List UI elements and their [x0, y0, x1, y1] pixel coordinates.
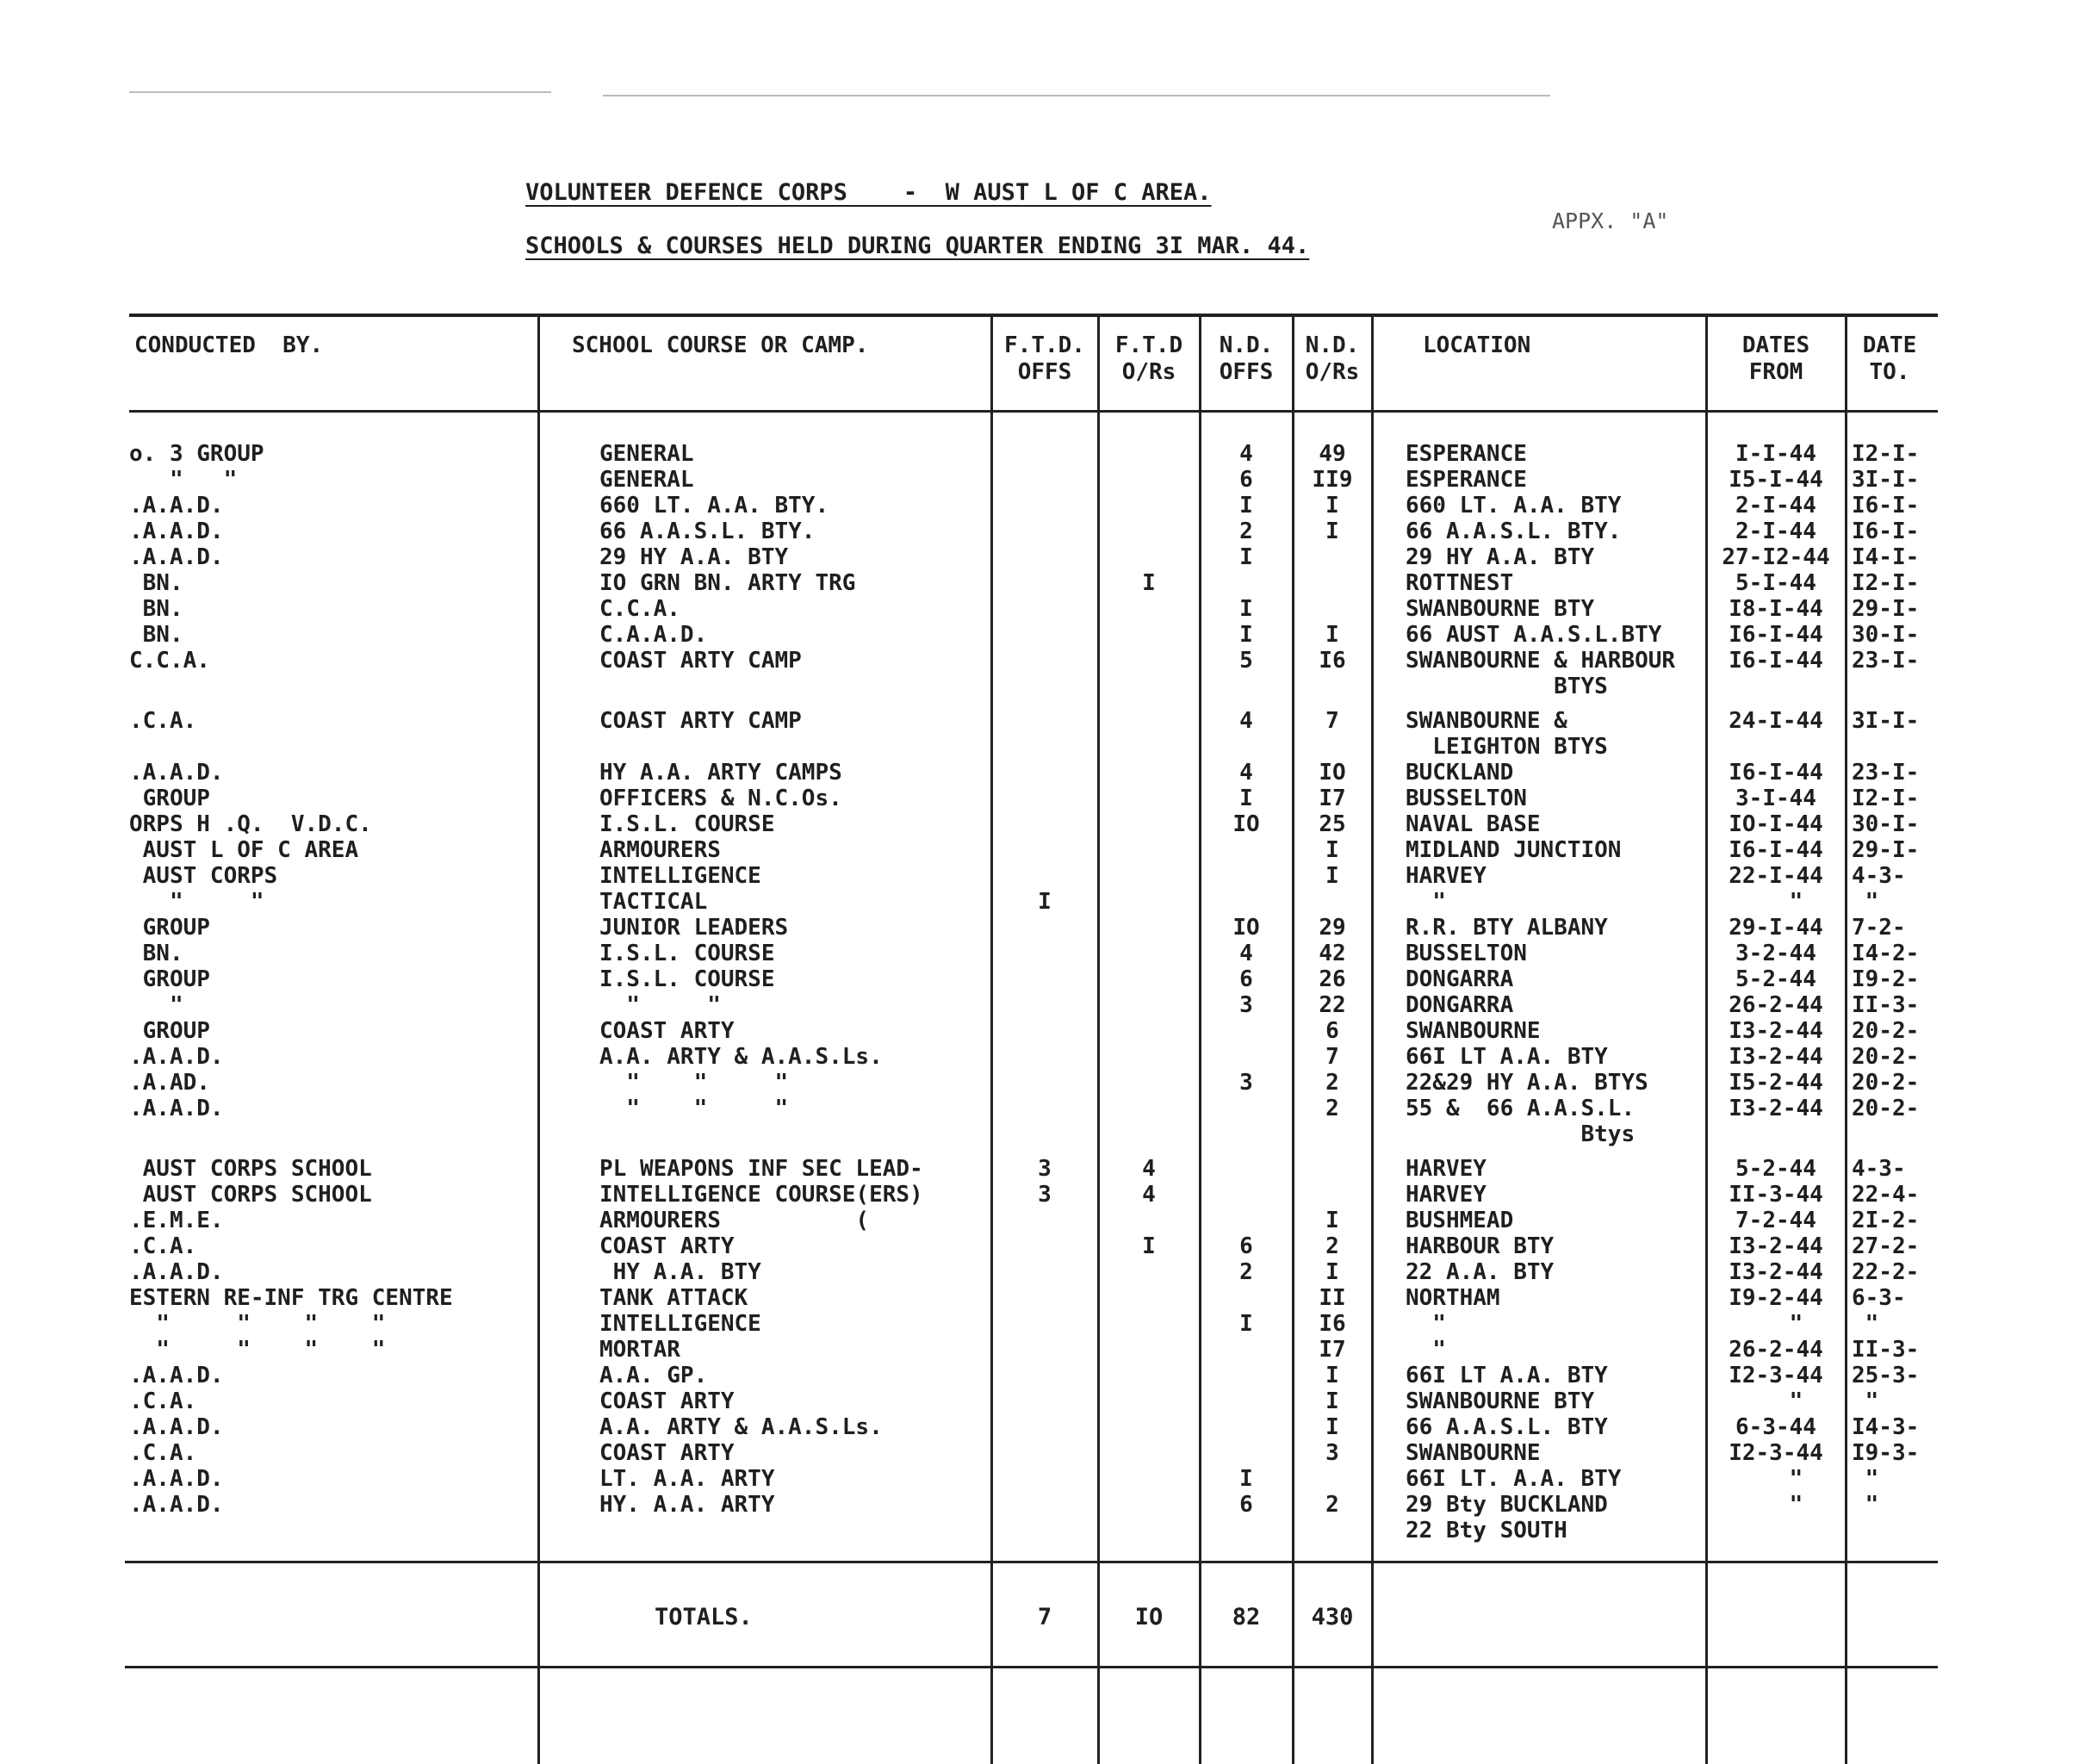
row-nd-offs: I [1239, 1311, 1253, 1337]
row-nd-offs: I [1239, 596, 1253, 622]
row-course: COAST ARTY [599, 1440, 735, 1466]
row-conducted-by: BN. [129, 941, 183, 966]
row-course: OFFICERS & N.C.Os. [599, 786, 842, 811]
row-date-to: 25-3- [1852, 1363, 1920, 1388]
row-conducted-by: GROUP [129, 915, 210, 941]
row-nd-ors: 25 [1319, 811, 1346, 837]
row-nd-ors: I7 [1319, 1337, 1346, 1363]
row-date-from: 5-2-44 [1735, 966, 1816, 992]
header-nd-offs: N.D. OFFS [1219, 332, 1274, 385]
row-ftd-offs: 3 [1038, 1156, 1052, 1182]
row-date-to: I6-I- [1852, 519, 1920, 544]
row-course: TANK ATTACK [599, 1285, 748, 1311]
row-date-to: I9-2- [1852, 966, 1920, 992]
row-nd-ors: II [1319, 1285, 1346, 1311]
row-course: 29 HY A.A. BTY [599, 544, 789, 570]
row-nd-ors: 2 [1325, 1492, 1339, 1518]
row-location: NORTHAM [1406, 1285, 1500, 1311]
row-location: 22 A.A. BTY [1406, 1259, 1555, 1285]
row-location: MIDLAND JUNCTION [1406, 837, 1622, 863]
row-course: IO GRN BN. ARTY TRG [599, 570, 856, 596]
row-date-from: 5-I-44 [1735, 570, 1816, 596]
row-ftd-offs: 3 [1038, 1182, 1052, 1208]
row-location: 22&29 HY A.A. BTYS [1406, 1070, 1648, 1096]
row-nd-ors: I6 [1319, 1311, 1346, 1337]
document-title: VOLUNTEER DEFENCE CORPS - W AUST L OF C AREA. [525, 179, 1212, 206]
row-nd-offs: I [1239, 786, 1253, 811]
row-location: 66 AUST A.A.S.L.BTY [1406, 622, 1662, 648]
header-nd-ors: N.D. O/Rs [1305, 332, 1360, 385]
row-conducted-by: " " [129, 467, 238, 493]
row-conducted-by: ORPS H .Q. V.D.C. [129, 811, 372, 837]
row-course: " " " [599, 1070, 789, 1096]
row-nd-ors: 26 [1319, 966, 1346, 992]
row-date-from: I8-I-44 [1729, 596, 1823, 622]
row-nd-offs: I [1239, 544, 1253, 570]
row-nd-offs: I [1239, 1466, 1253, 1492]
row-conducted-by: BN. [129, 596, 183, 622]
row-course: GENERAL [599, 441, 694, 467]
row-date-to: I6-I- [1852, 493, 1920, 519]
row-date-from: " [1748, 1466, 1803, 1492]
row-location: 66I LT A.A. BTY [1406, 1044, 1608, 1070]
row-conducted-by: " " " " [129, 1311, 386, 1337]
total-ftd-ors: IO [1134, 1604, 1164, 1630]
row-ftd-ors: I [1142, 1233, 1156, 1259]
row-date-to: 4-3- [1852, 1156, 1906, 1182]
row-date-from: 27-I2-44 [1722, 544, 1830, 570]
row-location: " [1406, 889, 1446, 915]
row-conducted-by: .A.A.D. [129, 760, 224, 786]
row-location: HARVEY [1406, 1182, 1487, 1208]
row-date-to: " [1852, 889, 1879, 915]
row-location: HARVEY [1406, 863, 1487, 889]
total-nd-ors: 430 [1311, 1604, 1354, 1630]
scan-artifact-line [603, 95, 1550, 96]
row-course: COAST ARTY [599, 1388, 735, 1414]
row-conducted-by: .A.A.D. [129, 1466, 224, 1492]
totals-label: TOTALS. [655, 1604, 753, 1630]
row-nd-ors: 2 [1325, 1096, 1339, 1121]
row-course: A.A. ARTY & A.A.S.Ls. [599, 1044, 883, 1070]
row-date-from: 26-2-44 [1729, 992, 1823, 1018]
row-course: I.S.L. COURSE [599, 941, 775, 966]
row-date-from: I2-3-44 [1729, 1363, 1823, 1388]
header-course: SCHOOL COURSE OR CAMP. [572, 332, 869, 358]
row-course: 66 A.A.S.L. BTY. [599, 519, 816, 544]
row-location: BUSSELTON [1406, 786, 1527, 811]
row-location: SWANBOURNE & LEIGHTON BTYS [1406, 708, 1608, 760]
col-divider [1845, 314, 1847, 1764]
header-conducted-by: CONDUCTED BY. [134, 332, 324, 358]
row-location: SWANBOURNE BTY [1406, 1388, 1595, 1414]
row-date-from: 24-I-44 [1729, 708, 1823, 734]
document-subtitle: SCHOOLS & COURSES HELD DURING QUARTER ENDING 3I MAR. 44. [525, 233, 1310, 259]
row-course: HY. A.A. ARTY [599, 1492, 775, 1518]
total-ftd-offs: 7 [1037, 1604, 1052, 1630]
row-course: I.S.L. COURSE [599, 966, 775, 992]
col-divider [1371, 314, 1374, 1764]
row-nd-ors: I [1325, 1414, 1339, 1440]
row-course: COAST ARTY [599, 1018, 735, 1044]
row-nd-ors: 2 [1325, 1070, 1339, 1096]
row-date-from: " [1748, 1492, 1803, 1518]
row-course: PL WEAPONS INF SEC LEAD- [599, 1156, 923, 1182]
row-conducted-by: .A.A.D. [129, 519, 224, 544]
row-conducted-by: BN. [129, 570, 183, 596]
row-ftd-ors: 4 [1142, 1182, 1156, 1208]
row-date-to: I2-I- [1852, 570, 1920, 596]
row-conducted-by: .C.A. [129, 1440, 197, 1466]
row-date-to: 29-I- [1852, 596, 1920, 622]
row-date-to: I9-3- [1852, 1440, 1920, 1466]
row-conducted-by: .C.A. [129, 1233, 197, 1259]
row-course: COAST ARTY CAMP [599, 648, 802, 674]
row-nd-offs: 4 [1239, 760, 1253, 786]
row-conducted-by: BN. [129, 622, 183, 648]
row-nd-offs: I [1239, 622, 1253, 648]
row-nd-offs: 6 [1239, 966, 1253, 992]
row-conducted-by: GROUP [129, 786, 210, 811]
row-location: HARVEY [1406, 1156, 1487, 1182]
row-date-from: I3-2-44 [1729, 1018, 1823, 1044]
row-location: SWANBOURNE [1406, 1018, 1541, 1044]
row-course: JUNIOR LEADERS [599, 915, 789, 941]
row-course: A.A. ARTY & A.A.S.Ls. [599, 1414, 883, 1440]
row-location: SWANBOURNE [1406, 1440, 1541, 1466]
row-nd-ors: I [1325, 1259, 1339, 1285]
row-course: HY A.A. BTY [599, 1259, 761, 1285]
row-date-to: I4-2- [1852, 941, 1920, 966]
row-nd-ors: 29 [1319, 915, 1346, 941]
row-date-to: I2-I- [1852, 441, 1920, 467]
row-conducted-by: .A.A.D. [129, 1044, 224, 1070]
row-date-from: I3-2-44 [1729, 1259, 1823, 1285]
row-location: 66 A.A.S.L. BTY. [1406, 519, 1622, 544]
row-date-to: 30-I- [1852, 622, 1920, 648]
row-conducted-by: GROUP [129, 1018, 210, 1044]
row-location: ESPERANCE [1406, 441, 1527, 467]
row-date-from: II-3-44 [1729, 1182, 1823, 1208]
row-conducted-by: AUST CORPS [129, 863, 278, 889]
row-location: R.R. BTY ALBANY [1406, 915, 1608, 941]
row-conducted-by: " [129, 992, 183, 1018]
row-conducted-by: AUST L OF C AREA [129, 837, 359, 863]
row-nd-offs: 4 [1239, 941, 1253, 966]
row-course: C.C.A. [599, 596, 680, 622]
row-nd-ors: 3 [1325, 1440, 1339, 1466]
row-location: 29 HY A.A. BTY [1406, 544, 1595, 570]
row-date-to: " [1852, 1388, 1879, 1414]
row-nd-ors: 22 [1319, 992, 1346, 1018]
row-nd-ors: I [1325, 837, 1339, 863]
row-conducted-by: .A.A.D. [129, 1096, 224, 1121]
row-location: " [1406, 1337, 1446, 1363]
row-nd-offs: IO [1232, 915, 1260, 941]
row-nd-offs: I [1239, 493, 1253, 519]
row-nd-ors: I6 [1319, 648, 1346, 674]
row-conducted-by: .A.A.D. [129, 1363, 224, 1388]
col-divider [537, 314, 540, 1764]
row-date-to: 29-I- [1852, 837, 1920, 863]
row-nd-offs: IO [1232, 811, 1260, 837]
row-date-from: 7-2-44 [1735, 1208, 1816, 1233]
col-divider [1705, 314, 1708, 1764]
row-nd-offs: 2 [1239, 519, 1253, 544]
row-course: HY A.A. ARTY CAMPS [599, 760, 842, 786]
row-course: " " " [599, 1096, 789, 1121]
row-date-to: 20-2- [1852, 1096, 1920, 1121]
row-course: COAST ARTY CAMP [599, 708, 802, 734]
row-nd-ors: II9 [1312, 467, 1353, 493]
row-nd-offs: 3 [1239, 1070, 1253, 1096]
row-nd-offs: 4 [1239, 441, 1253, 467]
row-conducted-by: .A.AD. [129, 1070, 210, 1096]
row-conducted-by: .A.A.D. [129, 544, 224, 570]
row-ftd-ors: 4 [1142, 1156, 1156, 1182]
row-date-to: 22-2- [1852, 1259, 1920, 1285]
appendix-label: APPX. "A" [1552, 208, 1669, 233]
row-date-from: I-I-44 [1735, 441, 1816, 467]
row-date-to: 23-I- [1852, 760, 1920, 786]
header-bottom-rule [129, 410, 1938, 413]
row-date-from: " [1748, 1388, 1803, 1414]
row-date-from: I2-3-44 [1729, 1440, 1823, 1466]
row-nd-ors: I [1325, 863, 1339, 889]
row-date-from: 29-I-44 [1729, 915, 1823, 941]
row-nd-ors: 2 [1325, 1233, 1339, 1259]
row-nd-offs: 2 [1239, 1259, 1253, 1285]
row-location: 66 A.A.S.L. BTY [1406, 1414, 1608, 1440]
row-conducted-by: GROUP [129, 966, 210, 992]
totals-top-rule [125, 1561, 1938, 1563]
row-ftd-offs: I [1038, 889, 1052, 915]
row-course: 660 LT. A.A. BTY. [599, 493, 829, 519]
row-conducted-by: AUST CORPS SCHOOL [129, 1156, 372, 1182]
row-course: A.A. GP. [599, 1363, 708, 1388]
row-date-from: I6-I-44 [1729, 648, 1823, 674]
row-date-to: 27-2- [1852, 1233, 1920, 1259]
row-course: INTELLIGENCE [599, 1311, 761, 1337]
row-date-to: " [1852, 1311, 1879, 1337]
row-conducted-by: .C.A. [129, 1388, 197, 1414]
row-date-from: I6-I-44 [1729, 622, 1823, 648]
row-nd-ors: 49 [1319, 441, 1346, 467]
row-location: 660 LT. A.A. BTY [1406, 493, 1622, 519]
row-nd-offs: 3 [1239, 992, 1253, 1018]
row-date-to: " [1852, 1466, 1879, 1492]
row-conducted-by: C.C.A. [129, 648, 210, 674]
row-date-from: I3-2-44 [1729, 1096, 1823, 1121]
row-date-from: 6-3-44 [1735, 1414, 1816, 1440]
row-conducted-by: " " " " [129, 1337, 386, 1363]
row-date-from: 22-I-44 [1729, 863, 1823, 889]
row-date-from: 2-I-44 [1735, 519, 1816, 544]
row-date-from: 26-2-44 [1729, 1337, 1823, 1363]
row-course: C.A.A.D. [599, 622, 708, 648]
row-nd-ors: 7 [1325, 1044, 1339, 1070]
row-nd-offs: 4 [1239, 708, 1253, 734]
row-conducted-by: .A.A.D. [129, 1414, 224, 1440]
col-divider [990, 314, 993, 1764]
header-dates-to: DATE TO. [1862, 332, 1917, 385]
row-date-to: 3I-I- [1852, 467, 1920, 493]
row-nd-ors: 7 [1325, 708, 1339, 734]
row-date-to: 3I-I- [1852, 708, 1920, 734]
row-date-to: I4-3- [1852, 1414, 1920, 1440]
row-location: NAVAL BASE [1406, 811, 1541, 837]
row-conducted-by: .A.A.D. [129, 1492, 224, 1518]
row-location: SWANBOURNE BTY [1406, 596, 1595, 622]
scan-artifact-line [129, 91, 551, 93]
row-location: BUSSELTON [1406, 941, 1527, 966]
row-course: TACTICAL [599, 889, 708, 915]
row-date-to: 23-I- [1852, 648, 1920, 674]
row-date-from: I9-2-44 [1729, 1285, 1823, 1311]
row-nd-ors: IO [1319, 760, 1346, 786]
row-course: MORTAR [599, 1337, 680, 1363]
row-conducted-by: o. 3 GROUP [129, 441, 264, 467]
row-course: " " [599, 992, 721, 1018]
row-date-from: " [1748, 1311, 1803, 1337]
row-location: DONGARRA [1406, 992, 1514, 1018]
row-conducted-by: .A.A.D. [129, 493, 224, 519]
header-dates-from: DATES FROM [1741, 332, 1810, 385]
row-course: LT. A.A. ARTY [599, 1466, 775, 1492]
row-date-from: 3-2-44 [1735, 941, 1816, 966]
row-date-to: 2I-2- [1852, 1208, 1920, 1233]
row-conducted-by: .E.M.E. [129, 1208, 224, 1233]
row-nd-ors: I [1325, 519, 1339, 544]
row-course: INTELLIGENCE [599, 863, 761, 889]
row-nd-offs: 6 [1239, 1492, 1253, 1518]
row-date-to: 30-I- [1852, 811, 1920, 837]
row-course: GENERAL [599, 467, 694, 493]
header-ftd-offs: F.T.D. OFFS [1004, 332, 1085, 385]
row-date-to: " [1852, 1492, 1879, 1518]
row-date-from: I6-I-44 [1729, 837, 1823, 863]
row-date-to: 20-2- [1852, 1070, 1920, 1096]
row-location: 29 Bty BUCKLAND 22 Bty SOUTH [1406, 1492, 1608, 1544]
row-location: SWANBOURNE & HARBOUR BTYS [1406, 648, 1676, 699]
row-date-to: I2-I- [1852, 786, 1920, 811]
row-conducted-by: " " [129, 889, 264, 915]
row-nd-ors: I [1325, 1388, 1339, 1414]
row-date-to: 20-2- [1852, 1018, 1920, 1044]
row-location: ESPERANCE [1406, 467, 1527, 493]
row-date-to: 6-3- [1852, 1285, 1906, 1311]
total-nd-offs: 82 [1232, 1604, 1261, 1630]
col-divider [1097, 314, 1100, 1764]
row-date-to: 7-2- [1852, 915, 1906, 941]
row-date-from: I5-I-44 [1729, 467, 1823, 493]
row-conducted-by: .A.A.D. [129, 1259, 224, 1285]
table-top-rule [129, 314, 1938, 317]
row-date-from: I6-I-44 [1729, 760, 1823, 786]
row-nd-ors: I [1325, 493, 1339, 519]
row-date-from: " [1748, 889, 1803, 915]
header-location: LOCATION [1423, 332, 1531, 358]
row-date-from: I3-2-44 [1729, 1233, 1823, 1259]
row-location: DONGARRA [1406, 966, 1514, 992]
row-nd-offs: 5 [1239, 648, 1253, 674]
row-course: COAST ARTY [599, 1233, 735, 1259]
row-location: BUCKLAND [1406, 760, 1514, 786]
row-date-from: IO-I-44 [1729, 811, 1823, 837]
row-location: 66I LT. A.A. BTY [1406, 1466, 1622, 1492]
row-conducted-by: ESTERN RE-INF TRG CENTRE [129, 1285, 453, 1311]
row-date-from: 5-2-44 [1735, 1156, 1816, 1182]
row-ftd-ors: I [1142, 570, 1156, 596]
row-nd-ors: I [1325, 1208, 1339, 1233]
row-nd-ors: I [1325, 1363, 1339, 1388]
row-course: I.S.L. COURSE [599, 811, 775, 837]
row-date-to: 4-3- [1852, 863, 1906, 889]
row-date-from: 3-I-44 [1735, 786, 1816, 811]
row-conducted-by: AUST CORPS SCHOOL [129, 1182, 372, 1208]
row-nd-ors: 6 [1325, 1018, 1339, 1044]
row-nd-ors: I7 [1319, 786, 1346, 811]
row-date-to: II-3- [1852, 992, 1920, 1018]
row-conducted-by: .C.A. [129, 708, 197, 734]
row-location: " [1406, 1311, 1446, 1337]
row-date-from: I5-2-44 [1729, 1070, 1823, 1096]
row-nd-offs: 6 [1239, 1233, 1253, 1259]
row-location: 55 & 66 A.A.S.L. Btys [1406, 1096, 1636, 1147]
row-course: INTELLIGENCE COURSE(ERS) [599, 1182, 923, 1208]
header-ftd-ors: F.T.D O/Rs [1114, 332, 1183, 385]
row-location: HARBOUR BTY [1406, 1233, 1555, 1259]
row-date-to: I4-I- [1852, 544, 1920, 570]
row-nd-offs: 6 [1239, 467, 1253, 493]
row-location: 66I LT A.A. BTY [1406, 1363, 1608, 1388]
row-course: ARMOURERS [599, 837, 721, 863]
row-date-from: I3-2-44 [1729, 1044, 1823, 1070]
row-location: ROTTNEST [1406, 570, 1514, 596]
row-location: BUSHMEAD [1406, 1208, 1514, 1233]
row-nd-ors: I [1325, 622, 1339, 648]
row-date-from: 2-I-44 [1735, 493, 1816, 519]
row-date-to: 20-2- [1852, 1044, 1920, 1070]
totals-bottom-rule [125, 1666, 1938, 1668]
row-date-to: II-3- [1852, 1337, 1920, 1363]
row-date-to: 22-4- [1852, 1182, 1920, 1208]
row-course: ARMOURERS ( [599, 1208, 870, 1233]
row-nd-ors: 42 [1319, 941, 1346, 966]
